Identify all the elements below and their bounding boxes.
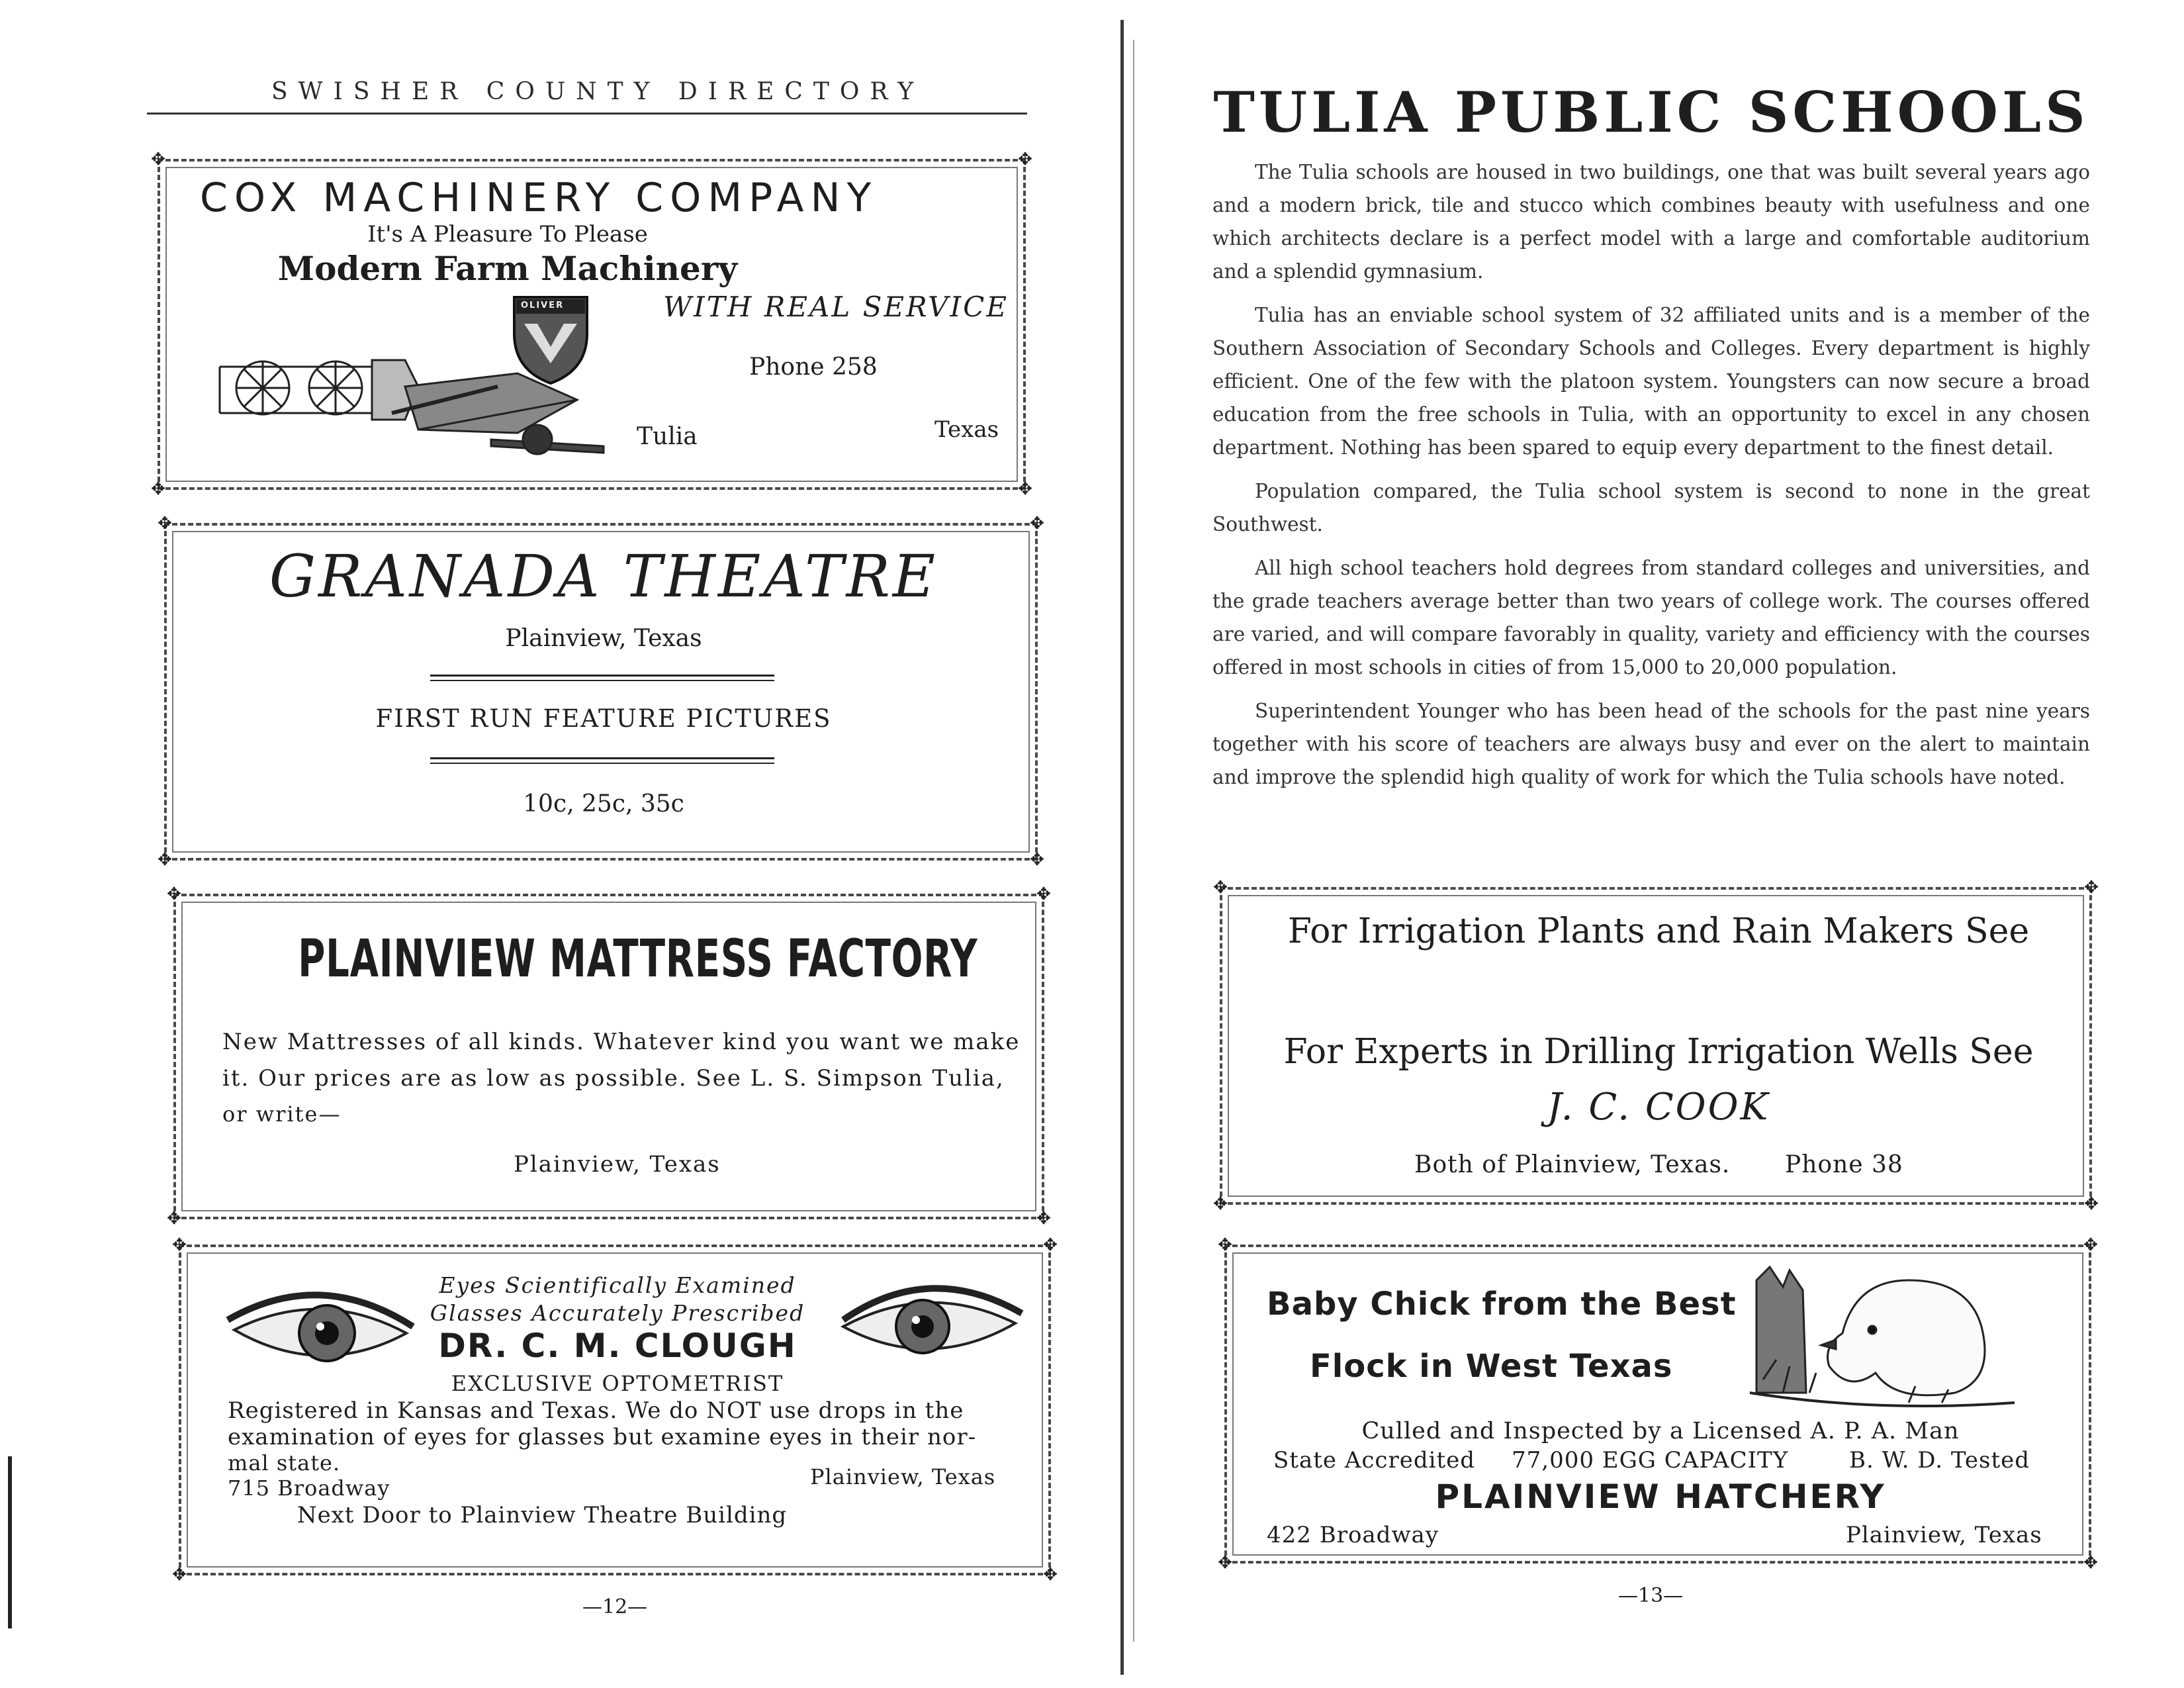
corner-ornament-icon: ✥ <box>1018 150 1032 169</box>
asher-line-2: For Experts in Drilling Irrigation Wells See <box>1283 1032 2034 1072</box>
granada-name: GRANADA THEATRE <box>269 542 938 610</box>
ad-dr-clough <box>172 1235 1058 1585</box>
corner-ornament-icon: ✥ <box>151 479 165 499</box>
ad-plainview-mattress <box>167 884 1051 1229</box>
corner-ornament-icon: ✥ <box>1043 1565 1058 1585</box>
corner-ornament-icon: ✥ <box>172 1235 187 1255</box>
corner-ornament-icon: ✥ <box>158 514 172 534</box>
article-paragraph: Population compared, the Tulia school system is second to none in the great Southwest. <box>1212 480 2090 536</box>
corner-ornament-icon: ✥ <box>1036 884 1051 904</box>
clough-line-1: Registered in Kansas and Texas. We do NOT use drops in the <box>228 1397 964 1424</box>
corner-ornament-icon: ✥ <box>1218 1553 1232 1573</box>
ad-granada-theatre <box>158 514 1044 870</box>
corner-ornament-icon: ✥ <box>2084 1194 2099 1214</box>
corner-ornament-icon: ✥ <box>2083 1553 2098 1573</box>
corner-ornament-icon: ✥ <box>1043 1235 1058 1255</box>
clough-tagline-2: Glasses Accurately Prescribed <box>430 1300 805 1326</box>
clough-line-3: mal state. <box>228 1450 341 1476</box>
clough-line-2: examination of eyes for glasses but examine eyes in their nor- <box>228 1424 977 1450</box>
cox-name: COX MACHINERY COMPANY <box>200 175 878 221</box>
article-paragraph: The Tulia schools are housed in two buildings, one that was built several years ago and a modern brick, tile and stucco which combines beauty with usefulness and one which architects declare is a perfect model with a large and comfortable auditorium and a splendid gymnasium. <box>1212 161 2090 283</box>
cook-name: J. C. COOK <box>1547 1086 1770 1129</box>
book-spine <box>1120 20 1124 1675</box>
page-edge-mark <box>8 1456 12 1628</box>
corner-ornament-icon: ✥ <box>1036 1209 1051 1229</box>
header-rule <box>147 113 1027 115</box>
combine-harvester-illustration <box>206 347 617 466</box>
hatchery-line-2: Flock in West Texas <box>1310 1348 1673 1385</box>
granada-rule-bottom <box>430 757 774 764</box>
book-gutter-line <box>1133 40 1134 1642</box>
hatchery-line-1: Baby Chick from the Best <box>1267 1286 1737 1323</box>
cox-service: WITH REAL SERVICE <box>663 291 1009 323</box>
clough-name: DR. C. M. CLOUGH <box>438 1327 797 1365</box>
running-head: SWISHER COUNTY DIRECTORY <box>271 78 925 105</box>
hatchery-capacity: 77,000 EGG CAPACITY <box>1512 1447 1789 1474</box>
granada-location: Plainview, Texas <box>505 625 702 652</box>
mattress-line-1: New Mattresses of all kinds. Whatever kind you want we make <box>222 1029 1021 1055</box>
cox-city: Tulia <box>637 423 698 450</box>
corner-ornament-icon: ✥ <box>151 150 165 169</box>
corner-ornament-icon: ✥ <box>1030 850 1044 870</box>
ad-asher-supply <box>1213 878 2099 1214</box>
hatchery-city: Plainview, Texas <box>1846 1522 2042 1548</box>
corner-ornament-icon: ✥ <box>158 850 172 870</box>
ad-cox-machinery <box>151 150 1032 499</box>
corner-ornament-icon: ✥ <box>1018 479 1032 499</box>
oliver-logo-text: OLIVER <box>521 301 565 310</box>
page-title: TULIA PUBLIC SCHOOLS <box>1213 79 2089 145</box>
article-body <box>1212 156 2090 804</box>
granada-prices: 10c, 25c, 35c <box>523 790 684 818</box>
asher-phone: Phone 38 <box>1785 1151 1903 1178</box>
asher-line-1: For Irrigation Plants and Rain Makers See <box>1287 912 2030 951</box>
corner-ornament-icon: ✥ <box>1218 1235 1232 1255</box>
asher-location: Both of Plainview, Texas. <box>1414 1151 1731 1178</box>
granada-feature: FIRST RUN FEATURE PICTURES <box>375 704 832 733</box>
page-number-right: —13— <box>1618 1584 1684 1607</box>
hatchery-accredited: State Accredited <box>1273 1447 1476 1474</box>
corner-ornament-icon: ✥ <box>1213 1194 1228 1214</box>
clough-title: EXCLUSIVE OPTOMETRIST <box>451 1371 784 1396</box>
mattress-line-3: or write— <box>222 1102 341 1127</box>
corner-ornament-icon: ✥ <box>167 884 181 904</box>
corner-ornament-icon: ✥ <box>1213 878 1228 898</box>
mattress-location: Plainview, Texas <box>514 1151 721 1178</box>
article-paragraph: Superintendent Younger who has been head of the schools for the past nine years together with his score of teachers are always busy and ever on the alert to maintain and improve the splendid high quality of work for which the Tulia schools have noted. <box>1212 700 2090 788</box>
ad-plainview-hatchery <box>1218 1235 2098 1573</box>
corner-ornament-icon: ✥ <box>2084 878 2099 898</box>
corner-ornament-icon: ✥ <box>167 1209 181 1229</box>
cox-phone: Phone 258 <box>749 353 878 381</box>
article-paragraph: All high school teachers hold degrees from standard colleges and universities, and the grade teachers average better than two years of college work. The courses offered are varied, and will compare favorably in quality, variety and efficiency with the courses offered in most schools in cities of from 15,000 to 20,000 population. <box>1212 557 2090 679</box>
clough-next-door: Next Door to Plainview Theatre Building <box>296 1502 788 1528</box>
article-paragraph: Tulia has an enviable school system of 32 affiliated units and is a member of the Southern Association of Secondary Schools and Colleges. Every department is highly efficient. One of the few with the platoon system. Youngsters can now secure a broad education from the free schools in Tulia, with an opportunity to excel in any chosen department. Nothing has been spared to equip every department to the finest detail. <box>1212 304 2090 459</box>
clough-tagline-1: Eyes Scientifically Examined <box>439 1272 796 1298</box>
cox-state: Texas <box>934 416 999 443</box>
page-number-left: —12— <box>582 1595 648 1618</box>
baby-chick-illustration <box>1743 1260 2021 1419</box>
corner-ornament-icon: ✥ <box>1030 514 1044 534</box>
corner-ornament-icon: ✥ <box>2083 1235 2098 1255</box>
clough-address: 715 Broadway <box>228 1476 390 1501</box>
mattress-name: PLAINVIEW MATTRESS FACTORY <box>298 929 978 989</box>
cox-headline: Modern Farm Machinery <box>277 249 738 288</box>
hatchery-address: 422 Broadway <box>1267 1522 1439 1548</box>
hatchery-tested: B. W. D. Tested <box>1849 1447 2030 1474</box>
corner-ornament-icon: ✥ <box>172 1565 187 1585</box>
hatchery-name: PLAINVIEW HATCHERY <box>1435 1477 1886 1516</box>
cox-tagline: It's A Pleasure To Please <box>367 221 648 248</box>
clough-city: Plainview, Texas <box>810 1464 996 1489</box>
hatchery-culled: Culled and Inspected by a Licensed A. P. A. Man <box>1361 1418 1960 1444</box>
granada-rule-top <box>430 675 774 681</box>
mattress-line-2: it. Our prices are as low as possible. See L. S. Simpson Tulia, <box>222 1065 1005 1092</box>
